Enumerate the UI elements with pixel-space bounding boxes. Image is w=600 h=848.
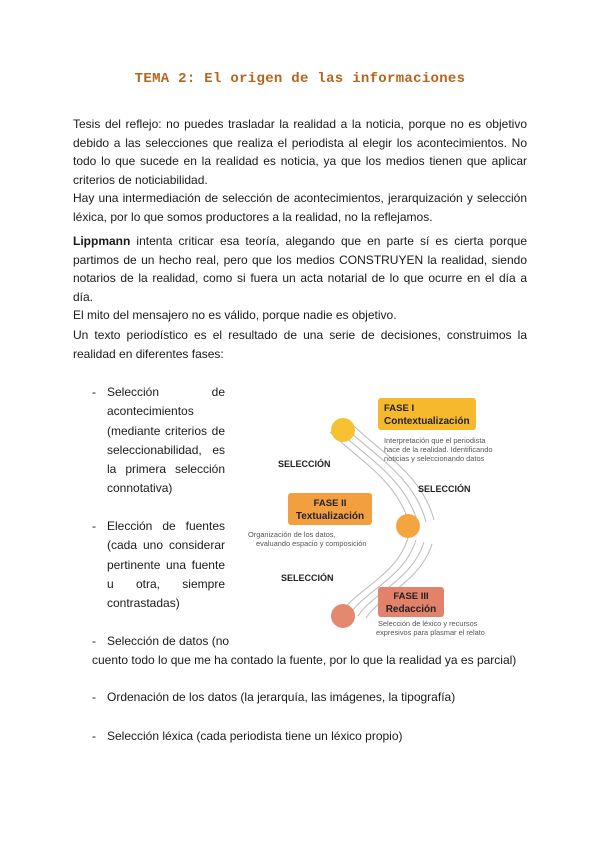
phase1-desc3: noticias y seleccionando datos [384, 454, 485, 463]
paragraph-lippmann-line2: El mito del mensajero no es válido, porque nadie es objetivo. [73, 308, 397, 323]
bullet-dash: - [92, 634, 96, 648]
paragraph-thesis [73, 115, 527, 227]
phase2-desc1: Organización de los datos, [248, 530, 336, 539]
lippmann-name: Lippmann [73, 234, 131, 248]
phase1-label-bottom: Contextualización [384, 416, 470, 427]
phase3-label-bottom: Redacción [385, 604, 437, 615]
lippmann-text: intenta criticar esa teoría, alegando que en parte sí es cierta porque partimos de un hecho real, pero que los medios CONSTRUYEN la realidad, siendo notarios de la realidad, como si fuera un acta notarial de lo que ocurre en el día a día. [73, 234, 527, 304]
phase2-circle [396, 514, 420, 538]
phase3-label-top: FASE III [393, 591, 429, 602]
phase1-desc2: hace de la realidad. Identificando [384, 445, 493, 454]
phase2-desc2: evaluando espacio y composición [256, 539, 367, 548]
bullet-text-line2: cuento todo lo que me ha contado la fuente, por lo que la realidad ya es parcial) [92, 653, 517, 668]
paragraph-lippmann-main [73, 232, 527, 306]
bullet-text: Ordenación de los datos (la jerarquía, las imágenes, la tipografía) [107, 690, 456, 704]
bullet-dash: - [92, 729, 96, 743]
paragraph-thesis-line2: Hay una intermediación de selección de acontecimientos, jerarquización y selección léxica, por lo que somos productores a la realidad, no la reflejamos. [73, 191, 527, 224]
bullet-text-line1: Selección de datos (no [107, 634, 230, 648]
selection-label-1: SELECCIÓN [278, 459, 331, 469]
phase3-circle [331, 604, 355, 628]
selection-label-3: SELECCIÓN [281, 573, 334, 583]
phase2-label-top: FASE II [313, 498, 347, 509]
phases-diagram [238, 380, 528, 642]
paragraph-lippmann [73, 232, 527, 325]
paragraph-phases-intro: Un texto periodístico es el resultado de una serie de decisiones, construimos la realidad en diferentes fases: [73, 328, 527, 361]
page-title: TEMA 2: El origen de las informaciones [134, 71, 466, 87]
bullet-dash: - [92, 519, 96, 533]
phase2-label-bottom: Textualización [295, 511, 365, 522]
bullet-dash: - [92, 385, 96, 399]
phase1-label-top: FASE I [384, 403, 415, 414]
paragraph-thesis-line1: Tesis del reflejo: no puedes trasladar la realidad a la noticia, porque no es objetivo debido a las selecciones que realiza el periodista al elegir los acontecimientos. No todo lo que sucede en la realidad es noticia, ya que los medios tienen que aplicar criterios de noticiabilidad. [73, 117, 527, 187]
phase3-desc1: Selección de léxico y recursos [378, 619, 478, 628]
phase3-desc2: expresivos para plasmar el relato [376, 628, 485, 637]
phase1-circle [331, 418, 355, 442]
selection-label-2: SELECCIÓN [418, 484, 471, 494]
bullet-text: Selección de acontecimientos (mediante criterios de seleccionabilidad, es la primera selección connotativa) [107, 385, 225, 496]
bullet-dash: - [92, 690, 96, 704]
phase1-desc1: Interpretación que el periodista [384, 436, 486, 445]
bullet-text: Elección de fuentes (cada uno considerar pertinente una fuente u otra, siempre contrastadas) [107, 519, 225, 611]
bullet-text: Selección léxica (cada periodista tiene un léxico propio) [107, 729, 403, 743]
